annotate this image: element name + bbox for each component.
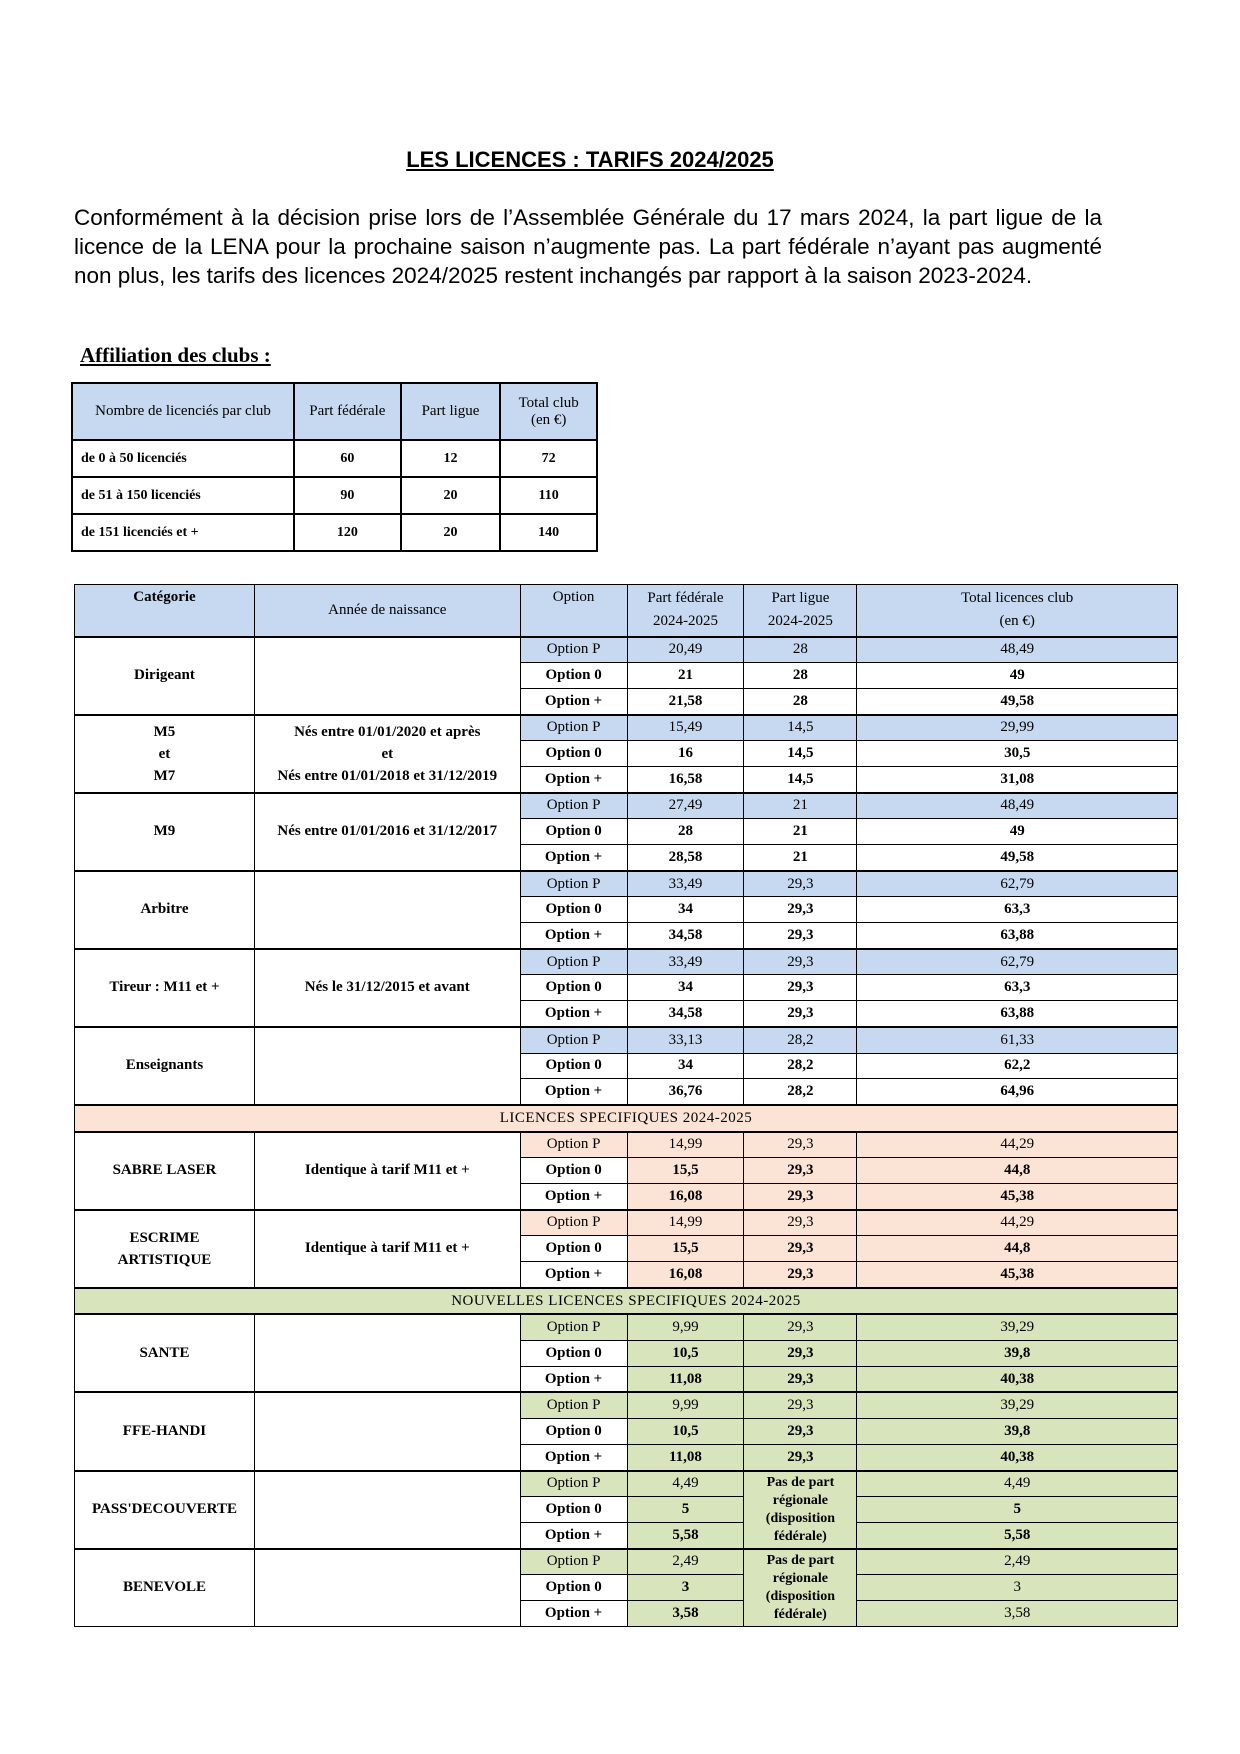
- total-cell: 45,38: [857, 1183, 1178, 1209]
- part-ligue-note: Pas de part régionale (disposition fédérale): [744, 1471, 857, 1549]
- tarifs-table: [74, 584, 1178, 1627]
- header-part-ligue: Part ligue 2024-2025: [744, 585, 857, 637]
- part-ligue-cell: 28: [744, 663, 857, 689]
- option-cell: Option P: [520, 1549, 627, 1575]
- categorie-line: et: [158, 745, 171, 762]
- header-total-club: Total club (en €): [500, 383, 597, 440]
- option-cell: Option P: [520, 1392, 627, 1418]
- part-ligue-cell: 21: [744, 819, 857, 845]
- option-cell: Option +: [520, 1600, 627, 1626]
- categorie-label: SANTE: [139, 1344, 190, 1361]
- tarif-row: [75, 715, 1178, 741]
- part-federale-cell: 5,58: [627, 1522, 744, 1548]
- part-federale-cell: 28,58: [627, 845, 744, 871]
- part-ligue-cell: 28,2: [744, 1053, 857, 1079]
- categorie-cell: [75, 1549, 255, 1627]
- annee-naissance-cell: [254, 637, 520, 715]
- option-cell: Option +: [520, 1183, 627, 1209]
- option-cell: Option P: [520, 793, 627, 819]
- part-ligue-cell: 29,3: [744, 1210, 857, 1236]
- total-cell: 5,58: [857, 1522, 1178, 1548]
- part-ligue-cell: 29,3: [744, 949, 857, 975]
- total-cell: 44,29: [857, 1210, 1178, 1236]
- part-federale-cell: 3,58: [627, 1600, 744, 1626]
- option-cell: Option 0: [520, 741, 627, 767]
- categorie-label: BENEVOLE: [122, 1579, 206, 1596]
- affiliation-row: [72, 477, 597, 514]
- categorie-label: Dirigeant: [134, 667, 195, 684]
- part-ligue-note: Pas de part régionale (disposition fédérale): [744, 1549, 857, 1627]
- part-federale-cell: 16,58: [627, 766, 744, 792]
- option-cell: Option 0: [520, 1575, 627, 1601]
- header-part-federale: Part fédérale 2024-2025: [627, 585, 744, 637]
- total-cell: 39,8: [857, 1341, 1178, 1367]
- part-federale-cell: 11,08: [627, 1444, 744, 1470]
- annee-line: et: [381, 745, 394, 762]
- annee-naissance-cell: [254, 1027, 520, 1105]
- part-federale-cell: 33,49: [627, 871, 744, 897]
- categorie-cell: [75, 871, 255, 949]
- annee-naissance-cell: [254, 1210, 520, 1288]
- option-cell: Option 0: [520, 1419, 627, 1445]
- part-ligue-cell: 21: [744, 845, 857, 871]
- total-cell: 62,79: [857, 871, 1178, 897]
- affiliation-part-federale: 90: [294, 477, 401, 514]
- section-title-nouvelles: NOUVELLES LICENCES SPECIFIQUES 2024-2025: [75, 1288, 1178, 1315]
- part-ligue-cell: 28: [744, 688, 857, 714]
- categorie-label: PASS'DECOUVERTE: [91, 1501, 237, 1518]
- total-cell: 64,96: [857, 1079, 1178, 1105]
- part-ligue-cell: 29,3: [744, 1419, 857, 1445]
- part-ligue-cell: 29,3: [744, 923, 857, 949]
- part-federale-cell: 10,5: [627, 1419, 744, 1445]
- total-cell: 39,29: [857, 1314, 1178, 1340]
- total-cell: 63,3: [857, 975, 1178, 1001]
- option-cell: Option 0: [520, 1158, 627, 1184]
- option-cell: Option P: [520, 1471, 627, 1497]
- header-part-federale: Part fédérale: [294, 383, 401, 440]
- affiliation-part-federale: 60: [294, 440, 401, 477]
- total-cell: 2,49: [857, 1549, 1178, 1575]
- part-ligue-cell: 28: [744, 637, 857, 663]
- tarif-row: [75, 793, 1178, 819]
- total-cell: 63,88: [857, 923, 1178, 949]
- part-ligue-cell: 29,3: [744, 871, 857, 897]
- section-title-specifiques: LICENCES SPECIFIQUES 2024-2025: [75, 1105, 1178, 1132]
- option-cell: Option P: [520, 1210, 627, 1236]
- total-cell: 40,38: [857, 1444, 1178, 1470]
- tarif-row: [75, 637, 1178, 663]
- option-cell: Option P: [520, 1132, 627, 1158]
- categorie-cell: [75, 1314, 255, 1392]
- annee-label: Identique à tarif M11 et +: [304, 1240, 470, 1257]
- part-ligue-cell: 29,3: [744, 1392, 857, 1418]
- part-federale-cell: 10,5: [627, 1341, 744, 1367]
- total-cell: 62,79: [857, 949, 1178, 975]
- categorie-cell: [75, 1210, 255, 1288]
- part-federale-cell: 5: [627, 1497, 744, 1523]
- option-cell: Option 0: [520, 663, 627, 689]
- option-cell: Option +: [520, 845, 627, 871]
- total-cell: 49: [857, 819, 1178, 845]
- option-cell: Option +: [520, 688, 627, 714]
- part-federale-cell: 33,13: [627, 1027, 744, 1053]
- categorie-label: M9: [153, 823, 176, 840]
- total-cell: 49,58: [857, 688, 1178, 714]
- part-ligue-cell: 29,3: [744, 897, 857, 923]
- annee-label: Identique à tarif M11 et +: [304, 1162, 470, 1179]
- categorie-cell: [75, 793, 255, 871]
- total-cell: 4,49: [857, 1471, 1178, 1497]
- annee-naissance-cell: [254, 1549, 520, 1627]
- part-federale-cell: 3: [627, 1575, 744, 1601]
- annee-line: Nés entre 01/01/2020 et après: [294, 723, 481, 740]
- part-ligue-cell: 14,5: [744, 715, 857, 741]
- section-row-specifiques: [75, 1105, 1178, 1132]
- total-cell: 63,88: [857, 1001, 1178, 1027]
- part-ligue-cell: 29,3: [744, 1314, 857, 1340]
- option-cell: Option P: [520, 1314, 627, 1340]
- header-nombre-licencies: Nombre de licenciés par club: [72, 383, 294, 440]
- affiliation-part-ligue: 20: [401, 477, 501, 514]
- part-federale-cell: 14,99: [627, 1210, 744, 1236]
- part-ligue-cell: 14,5: [744, 741, 857, 767]
- categorie-label: Arbitre: [140, 901, 189, 918]
- affiliation-header-row: [72, 383, 597, 440]
- total-cell: 40,38: [857, 1366, 1178, 1392]
- categorie-label: Enseignants: [125, 1057, 204, 1074]
- option-cell: Option +: [520, 1444, 627, 1470]
- part-federale-cell: 34,58: [627, 1001, 744, 1027]
- header-part-ligue: Part ligue: [401, 383, 501, 440]
- part-federale-cell: 9,99: [627, 1314, 744, 1340]
- part-federale-cell: 16: [627, 741, 744, 767]
- option-cell: Option +: [520, 1262, 627, 1288]
- categorie-label: Tireur : M11 et +: [109, 979, 220, 996]
- option-cell: Option +: [520, 1522, 627, 1548]
- categorie-line: M7: [153, 767, 176, 784]
- categorie-label: SABRE LASER: [112, 1162, 217, 1179]
- tarif-row: [75, 1132, 1178, 1158]
- total-cell: 49,58: [857, 845, 1178, 871]
- option-cell: Option +: [520, 923, 627, 949]
- part-federale-cell: 27,49: [627, 793, 744, 819]
- affiliation-total: 140: [500, 514, 597, 551]
- total-cell: 61,33: [857, 1027, 1178, 1053]
- part-ligue-cell: 28,2: [744, 1079, 857, 1105]
- total-cell: 31,08: [857, 766, 1178, 792]
- annee-naissance-cell: [254, 1471, 520, 1549]
- option-cell: Option P: [520, 637, 627, 663]
- option-cell: Option 0: [520, 897, 627, 923]
- categorie-line: ARTISTIQUE: [117, 1251, 212, 1268]
- tarif-row: [75, 949, 1178, 975]
- annee-naissance-cell: [254, 1132, 520, 1210]
- categorie-cell: [75, 715, 255, 793]
- part-federale-cell: 14,99: [627, 1132, 744, 1158]
- part-federale-cell: 4,49: [627, 1471, 744, 1497]
- total-cell: 44,8: [857, 1236, 1178, 1262]
- categorie-cell: [75, 637, 255, 715]
- option-cell: Option 0: [520, 1236, 627, 1262]
- annee-naissance-cell: [254, 793, 520, 871]
- page-title: LES LICENCES : TARIFS 2024/2025: [406, 147, 774, 172]
- total-cell: 39,8: [857, 1419, 1178, 1445]
- categorie-cell: [75, 1132, 255, 1210]
- annee-naissance-cell: [254, 1314, 520, 1392]
- affiliation-label: de 0 à 50 licenciés: [72, 440, 294, 477]
- total-cell: 48,49: [857, 793, 1178, 819]
- affiliation-part-federale: 120: [294, 514, 401, 551]
- part-ligue-cell: 29,3: [744, 1132, 857, 1158]
- annee-naissance-cell: [254, 949, 520, 1027]
- part-federale-cell: 34: [627, 975, 744, 1001]
- part-ligue-cell: 29,3: [744, 975, 857, 1001]
- part-federale-cell: 33,49: [627, 949, 744, 975]
- intro-paragraph: Conformément à la décision prise lors de l’Assemblée Générale du 17 mars 2024, la part ligue de la licence de la LENA pour la prochaine saison n’augmente pas. La part fédérale n’ayant pas augmenté non plus, les tarifs des licences 2024/2025 restent inchangés par rapport à la saison 2023-2024.: [74, 205, 1102, 288]
- affiliation-table: [71, 382, 598, 552]
- part-ligue-cell: 29,3: [744, 1262, 857, 1288]
- part-ligue-cell: 14,5: [744, 766, 857, 792]
- affiliation-row: [72, 440, 597, 477]
- total-cell: 5: [857, 1497, 1178, 1523]
- annee-naissance-cell: [254, 871, 520, 949]
- affiliation-label: de 151 licenciés et +: [72, 514, 294, 551]
- option-cell: Option 0: [520, 975, 627, 1001]
- annee-line: Nés entre 01/01/2018 et 31/12/2019: [277, 767, 498, 784]
- part-ligue-cell: 28,2: [744, 1027, 857, 1053]
- annee-label: Nés le 31/12/2015 et avant: [304, 979, 470, 996]
- header-total-licences: Total licences club (en €): [857, 585, 1178, 637]
- total-cell: 3: [857, 1575, 1178, 1601]
- option-cell: Option +: [520, 1001, 627, 1027]
- total-cell: 3,58: [857, 1600, 1178, 1626]
- option-cell: Option P: [520, 949, 627, 975]
- total-cell: 30,5: [857, 741, 1178, 767]
- part-ligue-cell: 29,3: [744, 1444, 857, 1470]
- part-federale-cell: 34: [627, 897, 744, 923]
- part-federale-cell: 21: [627, 663, 744, 689]
- option-cell: Option 0: [520, 1341, 627, 1367]
- option-cell: Option P: [520, 1027, 627, 1053]
- tarif-row: [75, 1549, 1178, 1575]
- part-federale-cell: 11,08: [627, 1366, 744, 1392]
- categorie-cell: [75, 949, 255, 1027]
- part-federale-cell: 15,5: [627, 1158, 744, 1184]
- categorie-cell: [75, 1392, 255, 1470]
- affiliation-part-ligue: 12: [401, 440, 501, 477]
- option-cell: Option +: [520, 1079, 627, 1105]
- categorie-line: M5: [153, 723, 176, 740]
- part-federale-cell: 9,99: [627, 1392, 744, 1418]
- total-cell: 29,99: [857, 715, 1178, 741]
- affiliation-total: 110: [500, 477, 597, 514]
- part-ligue-cell: 29,3: [744, 1341, 857, 1367]
- tarif-row: [75, 1471, 1178, 1497]
- part-federale-cell: 15,49: [627, 715, 744, 741]
- option-cell: Option 0: [520, 1053, 627, 1079]
- part-ligue-cell: 29,3: [744, 1001, 857, 1027]
- part-federale-cell: 34,58: [627, 923, 744, 949]
- option-cell: Option P: [520, 871, 627, 897]
- option-cell: Option P: [520, 715, 627, 741]
- total-cell: 49: [857, 663, 1178, 689]
- total-cell: 39,29: [857, 1392, 1178, 1418]
- tarif-row: [75, 1027, 1178, 1053]
- tarif-row: [75, 1392, 1178, 1418]
- header-annee-naissance: Année de naissance: [254, 585, 520, 637]
- total-cell: 44,8: [857, 1158, 1178, 1184]
- annee-naissance-cell: [254, 715, 520, 793]
- categorie-cell: [75, 1027, 255, 1105]
- part-federale-cell: 16,08: [627, 1262, 744, 1288]
- total-cell: 63,3: [857, 897, 1178, 923]
- total-cell: 45,38: [857, 1262, 1178, 1288]
- total-cell: 48,49: [857, 637, 1178, 663]
- tarif-row: [75, 871, 1178, 897]
- annee-label: Nés entre 01/01/2016 et 31/12/2017: [277, 823, 498, 840]
- option-cell: Option +: [520, 766, 627, 792]
- total-cell: 62,2: [857, 1053, 1178, 1079]
- tarifs-header-row: [75, 585, 1178, 637]
- tarif-row: [75, 1210, 1178, 1236]
- categorie-line: ESCRIME: [129, 1229, 200, 1246]
- categorie-label: FFE-HANDI: [122, 1422, 207, 1439]
- affiliation-label: de 51 à 150 licenciés: [72, 477, 294, 514]
- affiliation-total: 72: [500, 440, 597, 477]
- option-cell: Option +: [520, 1366, 627, 1392]
- part-federale-cell: 36,76: [627, 1079, 744, 1105]
- affiliation-row: [72, 514, 597, 551]
- part-federale-cell: 21,58: [627, 688, 744, 714]
- affiliation-part-ligue: 20: [401, 514, 501, 551]
- section-row-nouvelles: [75, 1288, 1178, 1315]
- part-federale-cell: 16,08: [627, 1183, 744, 1209]
- option-cell: Option 0: [520, 819, 627, 845]
- part-ligue-cell: 29,3: [744, 1366, 857, 1392]
- tarif-row: [75, 1314, 1178, 1340]
- part-ligue-cell: 21: [744, 793, 857, 819]
- annee-naissance-cell: [254, 1392, 520, 1470]
- part-federale-cell: 28: [627, 819, 744, 845]
- part-federale-cell: 15,5: [627, 1236, 744, 1262]
- part-federale-cell: 20,49: [627, 637, 744, 663]
- affiliation-heading: Affiliation des clubs :: [80, 343, 271, 367]
- total-cell: 44,29: [857, 1132, 1178, 1158]
- part-federale-cell: 34: [627, 1053, 744, 1079]
- part-ligue-cell: 29,3: [744, 1183, 857, 1209]
- part-ligue-cell: 29,3: [744, 1236, 857, 1262]
- option-cell: Option 0: [520, 1497, 627, 1523]
- header-categorie: Catégorie: [75, 585, 255, 637]
- header-option: Option: [520, 585, 627, 637]
- categorie-cell: [75, 1471, 255, 1549]
- part-federale-cell: 2,49: [627, 1549, 744, 1575]
- part-ligue-cell: 29,3: [744, 1158, 857, 1184]
